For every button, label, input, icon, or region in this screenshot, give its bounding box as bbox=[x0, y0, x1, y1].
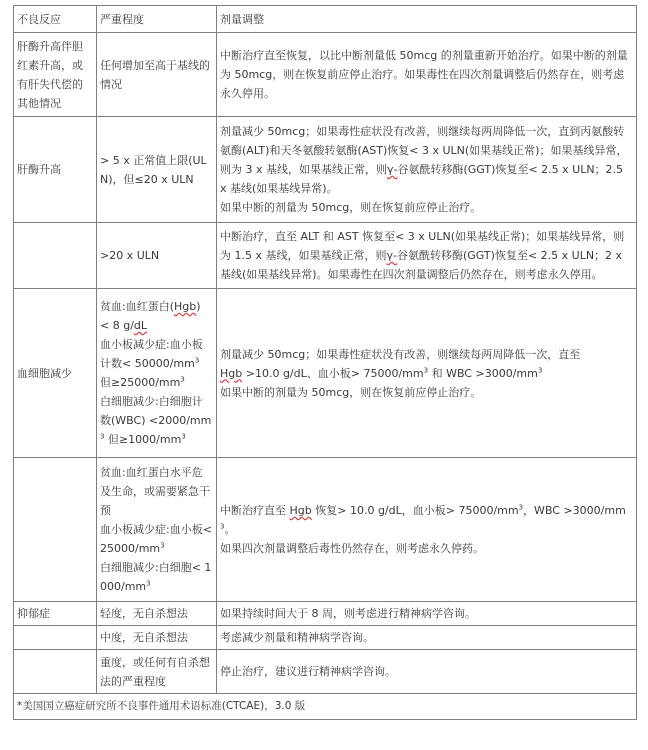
adjustment-line: 中断治疗直至 Hgb 恢复> 10.0 g/dL，血小板> $75000/mm^3$，WBC $>3000/mm^3$。 bbox=[220, 503, 626, 536]
reaction-cell-empty bbox=[14, 458, 97, 602]
header-severity: 严重程度 bbox=[97, 6, 217, 33]
footnote: *美国国立癌症研究所不良事件通用术语标准(CTCAE)，3.0 版 bbox=[14, 694, 637, 720]
severity-cell: >20 x ULN bbox=[97, 223, 217, 289]
adjustment-cell: 中断治疗，直至 ALT 和 AST 恢复至< 3 x ULN(如果基线正常)；如果基线异常，则为 1.5 x 基线，如果基线正常，则γ-谷氨酰转移酶(GGT)恢复至< 2.5 x ULN；2 x 基线(如果基线异常)。如果毒性在四次剂量调整后仍然存在，则考虑永久停用。 bbox=[217, 223, 637, 289]
severity-cell: 中度，无自杀想法 bbox=[97, 626, 217, 650]
reaction-cell: 血细胞减少 bbox=[14, 289, 97, 458]
spelling-flag: γ- bbox=[387, 163, 398, 176]
severity-leukopenia: 白细胞减少:白细胞计数$(WBC) <2000/mm^3$ 但$\ge 1000/mm^3$ bbox=[100, 395, 212, 446]
severity-leukopenia: 白细胞减少:白细胞< $1000/mm^3$ bbox=[100, 561, 212, 593]
adjustment-line: 如果中断的剂量为 50mcg，则在恢复前应停止治疗。 bbox=[220, 201, 482, 214]
adjustment-line: 剂量减少 50mcg；如果毒性症状没有改善，则继续每两周降低一次，直到丙氨酸转氨酶(ALT)和天冬氨酸转氨酶(AST)恢复< 3 x ULN(如果基线正常)；如果基线异常，则为 3 x 基线，如果基线正常，则γ-谷氨酰转移酶(GGT)恢复至< 2.5 x ULN；2.5 x 基线(如果基线异常)。 bbox=[220, 125, 628, 195]
table-header-row bbox=[14, 6, 637, 33]
reaction-cell-empty bbox=[14, 626, 97, 650]
adjustment-line: Hgb >10.0 g/dL、血小板> $75000/mm^3$ 和 WBC $>3000/mm^3$ bbox=[220, 365, 543, 380]
reaction-cell: 抑郁症 bbox=[14, 602, 97, 626]
table-row bbox=[14, 650, 637, 694]
severity-cell: 任何增加至高于基线的情况 bbox=[97, 33, 217, 117]
table-row bbox=[14, 117, 637, 223]
adjustment-cell: 中断治疗直至恢复，以比中断剂量低 50mcg 的剂量重新开始治疗。如果中断的剂量为 50mcg，则在恢复前应停止治疗。如果毒性在四次剂量调整后仍然存在，则考虑永久停用。 bbox=[217, 33, 637, 117]
severity-anemia: 贫血:血红蛋白(Hgb) < 8 g/dL bbox=[100, 300, 201, 332]
reaction-cell: 肝酶升高伴胆红素升高，或有肝失代偿的其他情况 bbox=[14, 33, 97, 117]
header-dose-adjustment: 剂量调整 bbox=[217, 6, 637, 33]
adjustment-cell: 停止治疗，建议进行精神病学咨询。 bbox=[217, 650, 637, 694]
footnote-row bbox=[14, 694, 637, 720]
table-row bbox=[14, 602, 637, 626]
adjustment-line: 如果中断的剂量为 50mcg，则在恢复前应停止治疗。 bbox=[220, 385, 482, 399]
table-row bbox=[14, 458, 637, 602]
severity-cell: > 5 x 正常值上限(ULN)，但≤20 x ULN bbox=[97, 117, 217, 223]
severity-anemia: 贫血:血红蛋白水平危及生命，或需要紧急干预 bbox=[100, 466, 210, 517]
severity-cell: 轻度，无自杀想法 bbox=[97, 602, 217, 626]
header-adverse-reaction: 不良反应 bbox=[14, 6, 97, 33]
table-row bbox=[14, 223, 637, 289]
severity-thrombocytopenia: 血小板减少症:血小板< $25000/mm^3$ bbox=[100, 523, 212, 555]
adjustment-cell bbox=[217, 458, 637, 602]
table-row bbox=[14, 33, 637, 117]
adjustment-cell bbox=[217, 117, 637, 223]
adjustment-cell bbox=[217, 289, 637, 458]
severity-thrombocytopenia: 血小板减少症:血小板计数< $50000/mm^3$ 但$\ge 25000/mm^3$ bbox=[100, 338, 203, 389]
table-row bbox=[14, 626, 637, 650]
reaction-cell-empty bbox=[14, 223, 97, 289]
adjustment-line: 如果四次剂量调整后毒性仍然存在，则考虑永久停药。 bbox=[220, 542, 484, 555]
spelling-flag: γ- bbox=[386, 249, 397, 262]
severity-cell bbox=[97, 458, 217, 602]
reaction-cell-empty bbox=[14, 650, 97, 694]
adjustment-cell: 考虑减少剂量和精神病学咨询。 bbox=[217, 626, 637, 650]
adjustment-cell: 如果持续时间大于 8 周，则考虑进行精神病学咨询。 bbox=[217, 602, 637, 626]
adjustment-line: 剂量减少 50mcg；如果毒性症状没有改善，则继续每两周降低一次，直至 bbox=[220, 347, 581, 361]
severity-cell bbox=[97, 289, 217, 458]
reaction-cell: 肝酶升高 bbox=[14, 117, 97, 223]
severity-cell: 重度，或任何有自杀想法的严重程度 bbox=[97, 650, 217, 694]
dose-adjustment-table bbox=[13, 5, 637, 720]
table-row bbox=[14, 289, 637, 458]
